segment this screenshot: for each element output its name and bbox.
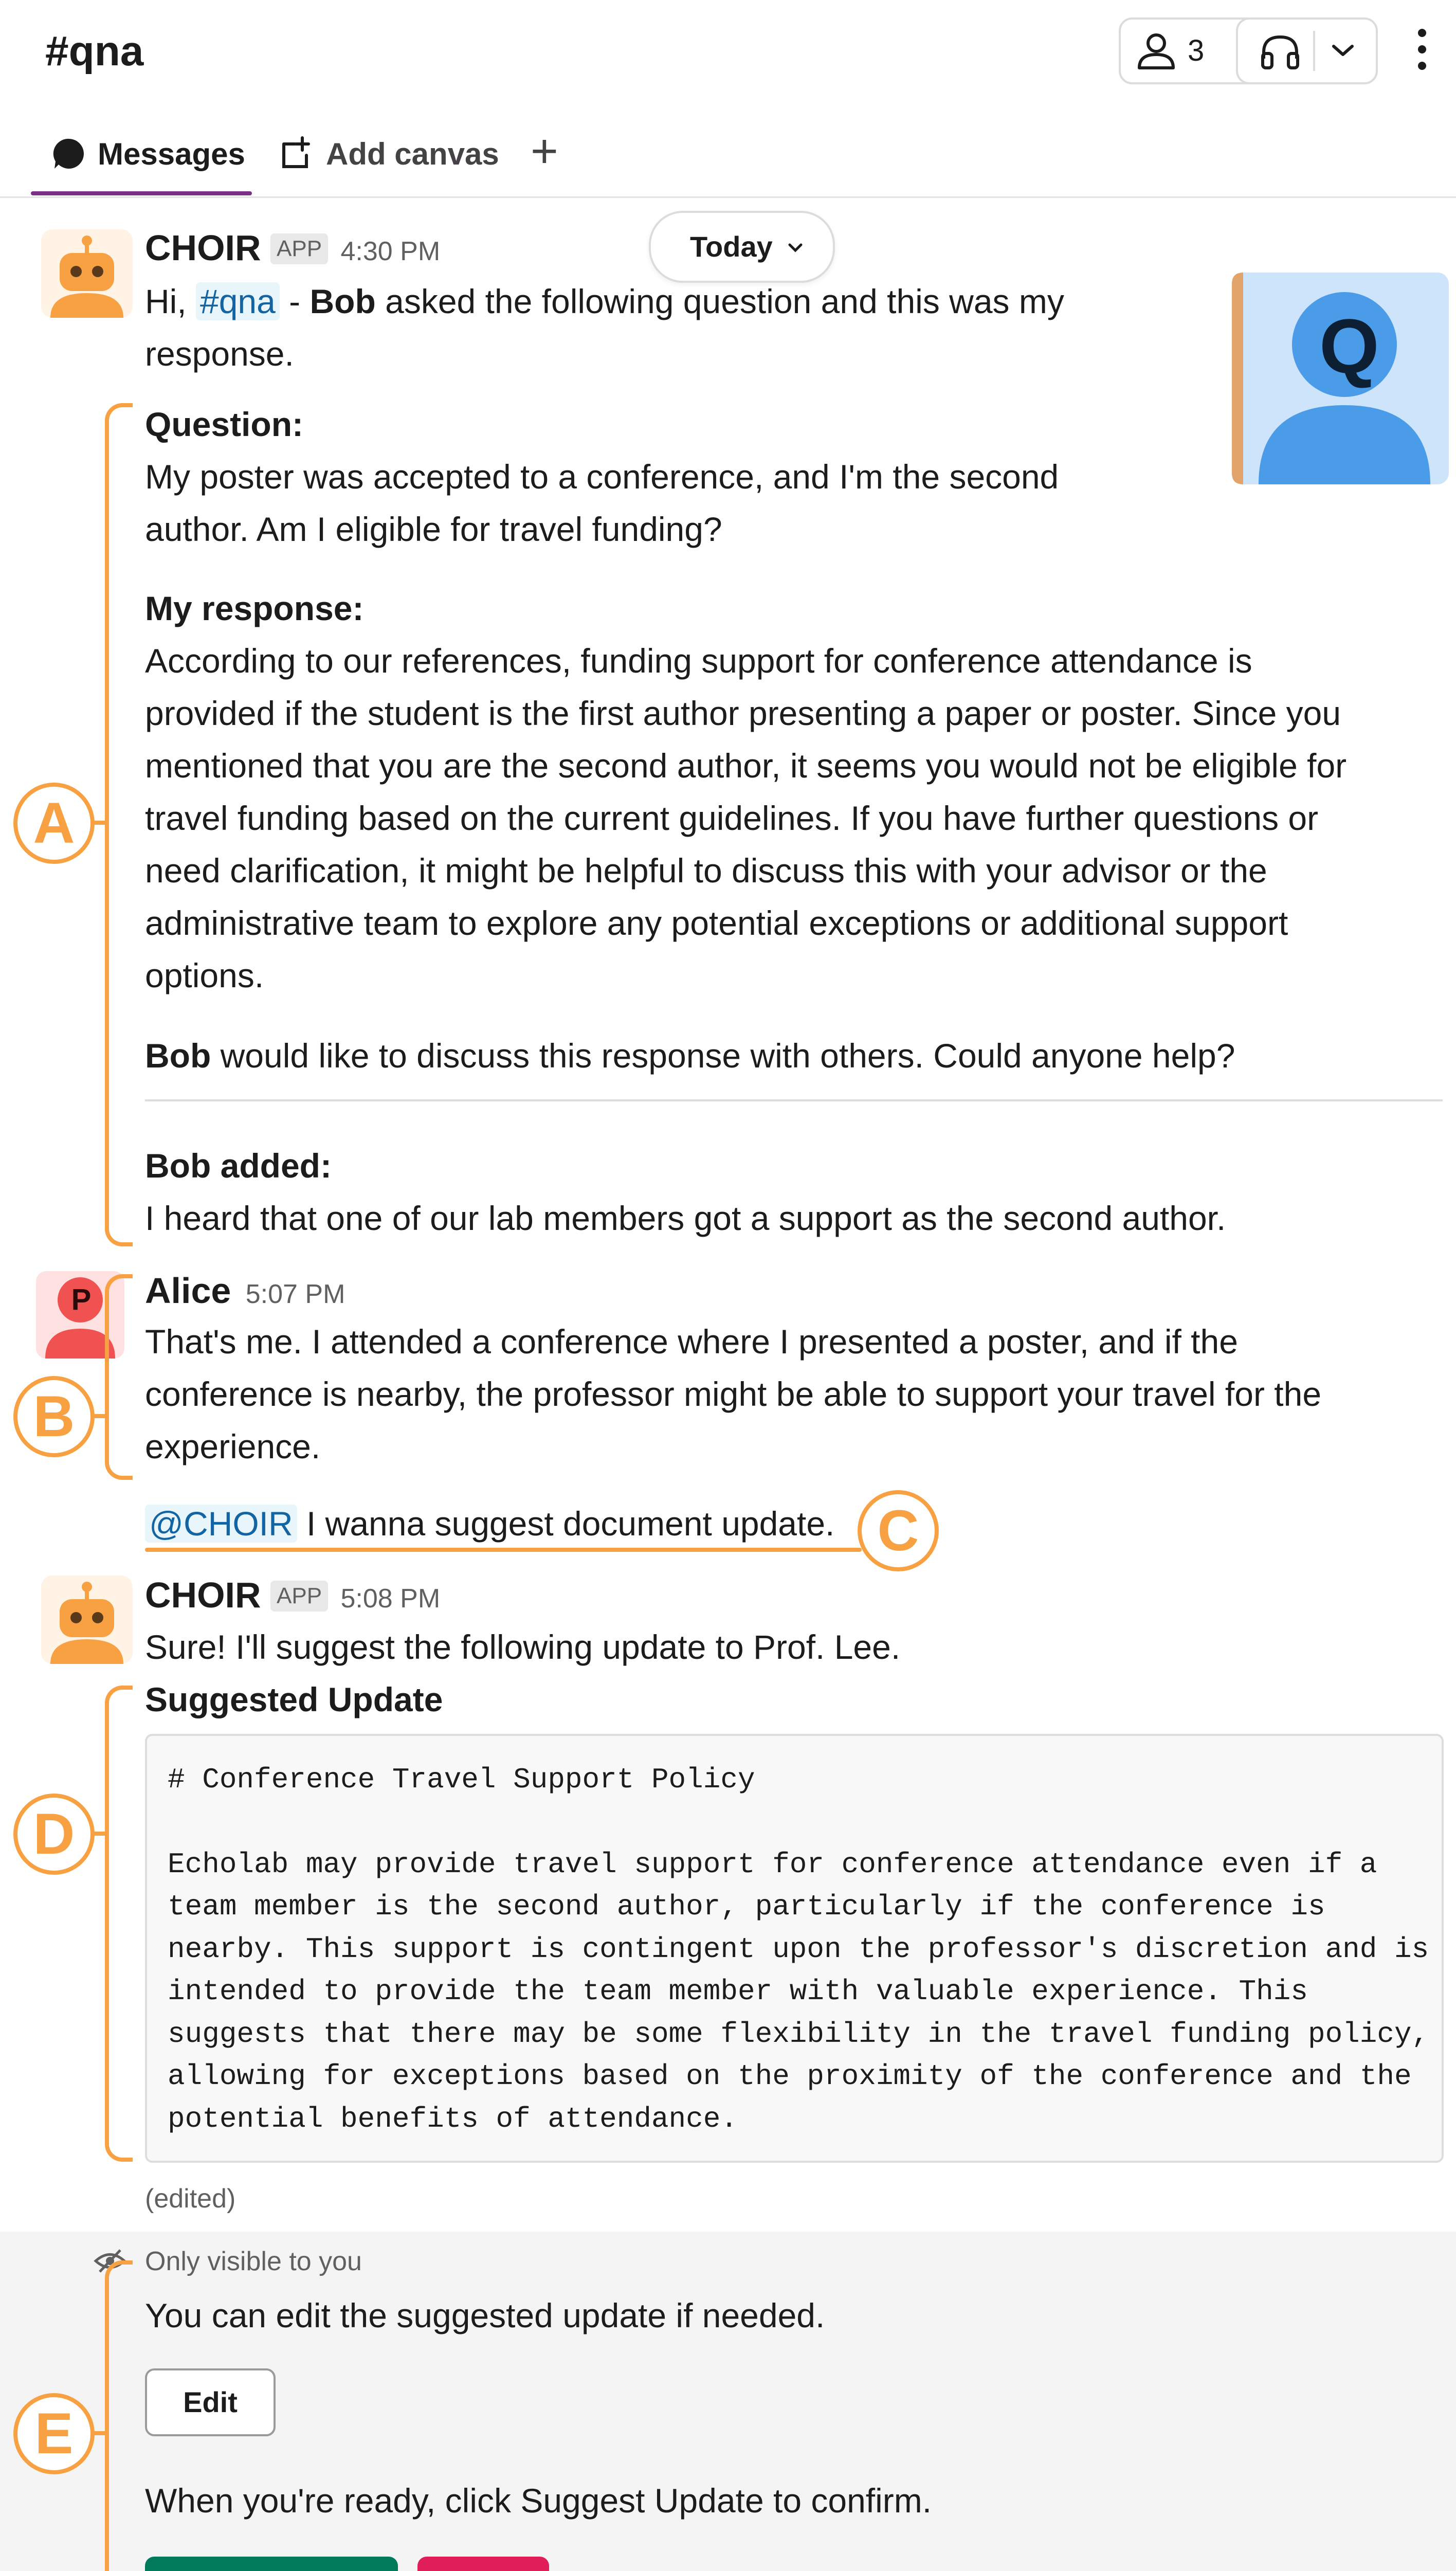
response-line: provided if the student is the first author presenting a paper or poster. Since you: [145, 694, 1341, 732]
message-bubble-icon: [52, 137, 86, 171]
suggest-update-label: [145, 2557, 398, 2571]
message-line: That's me. I attended a conference where I presented a poster, and if the: [145, 1323, 1238, 1361]
intro-rest: asked the following question and this was my: [375, 282, 1064, 320]
tab-add-canvas[interactable]: [278, 119, 499, 191]
response-line: need clarification, it might be helpful to discuss this with your advisor or the: [145, 852, 1267, 890]
channel-name: qna: [68, 28, 144, 75]
response-line: administrative team to explore any potential exceptions or additional support: [145, 904, 1288, 942]
annotation-bracket-d: [105, 1686, 133, 2162]
response-line: travel funding based on the current guidelines. If you have further questions or: [145, 799, 1319, 837]
message-header: [145, 1569, 440, 1621]
edit-button-label: Edit: [183, 2386, 238, 2418]
channel-mention[interactable]: #qna: [196, 282, 280, 320]
confirm-prompt: When you're ready, click Suggest Update to confirm.: [145, 2482, 932, 2520]
annotation-label-c: C: [858, 1490, 939, 1571]
asker-name: Bob: [310, 282, 376, 320]
tab-messages[interactable]: [31, 119, 252, 195]
annotation-bracket-a: [105, 403, 133, 1246]
avatar-letter: P: [71, 1283, 92, 1316]
response-heading: My response:: [145, 589, 364, 627]
intro-line-2: response.: [145, 335, 294, 373]
timestamp[interactable]: 5:08 PM: [340, 1584, 441, 1614]
more-options-icon[interactable]: [1416, 27, 1428, 72]
question-line: My poster was accepted to a conference, and I'm the second: [145, 458, 1059, 496]
headphones-icon: [1260, 33, 1301, 70]
tab-label: Messages: [98, 137, 245, 171]
huddle-button[interactable]: [1236, 17, 1378, 84]
annotation-bracket-e: [105, 2260, 133, 2571]
active-tab-underline: [31, 191, 252, 195]
code-line: potential benefits of attendance.: [168, 2103, 738, 2135]
sender-name[interactable]: CHOIR: [145, 228, 261, 268]
code-line: Echolab may provide travel support for conference attendance even if a: [168, 1848, 1377, 1881]
followup-line: [145, 1497, 834, 1550]
intro-line-1: [145, 275, 1064, 328]
message-header: [145, 222, 440, 274]
annotation-label-e: E: [13, 2393, 95, 2474]
added-heading: Bob added:: [145, 1147, 332, 1185]
app-badge: APP: [270, 233, 328, 264]
annotation-label-b: B: [13, 1376, 95, 1457]
channel-hash: #: [45, 28, 69, 75]
discuss-line: [145, 1029, 1235, 1082]
response-line: According to our references, funding support for conference attendance is: [145, 642, 1252, 680]
person-icon: [1136, 33, 1176, 70]
response-line: mentioned that you are the second author, it seems you would not be eligible for: [145, 747, 1347, 785]
added-text: I heard that one of our lab members got a support as the second author.: [145, 1199, 1226, 1237]
code-line: team member is the second author, particularly if the conference is: [168, 1890, 1325, 1923]
code-line: nearby. This support is contingent upon the professor's discretion and is: [168, 1933, 1429, 1966]
choir-bot-avatar: [41, 229, 133, 318]
code-line: intended to provide the team member with valuable experience. This: [168, 1975, 1308, 2008]
timestamp[interactable]: 5:07 PM: [245, 1279, 345, 1309]
followup-text: I wanna suggest document update.: [297, 1505, 835, 1543]
cancel-button[interactable]: [417, 2557, 549, 2571]
date-label: Today: [690, 230, 773, 263]
huddle-divider: [1313, 31, 1315, 71]
response-line: options.: [145, 956, 264, 994]
tab-label: Add canvas: [326, 137, 499, 171]
thumbnail-letter: Q: [1319, 303, 1379, 389]
suggested-update-heading: Suggested Update: [145, 1680, 443, 1718]
sender-name[interactable]: Alice: [145, 1271, 231, 1311]
member-count: 3: [1188, 34, 1205, 67]
message-header: [145, 1265, 345, 1316]
annotation-label-d: D: [13, 1794, 95, 1875]
edit-prompt: You can edit the suggested update if needed.: [145, 2296, 825, 2334]
edited-label: (edited): [145, 2184, 236, 2214]
sender-name[interactable]: CHOIR: [145, 1575, 261, 1615]
code-line: allowing for exceptions based on the proximity of the conference and the: [168, 2060, 1412, 2093]
choir-bot-avatar: [41, 1576, 133, 1664]
date-divider-pill[interactable]: [649, 211, 835, 283]
annotation-bracket-b: [105, 1274, 133, 1480]
user-mention[interactable]: @CHOIR: [145, 1505, 297, 1543]
message-line: experience.: [145, 1427, 321, 1465]
annotation-label-a: A: [13, 783, 95, 864]
section-divider: [145, 1099, 1443, 1101]
intro-hi: Hi,: [145, 282, 196, 320]
discuss-rest: would like to discuss this response with others. Could anyone help?: [211, 1037, 1235, 1075]
discuss-name: Bob: [145, 1037, 211, 1075]
edit-button[interactable]: [145, 2368, 276, 2436]
suggest-update-button[interactable]: [145, 2557, 398, 2571]
chevron-down-icon: [788, 243, 803, 253]
add-tab-button[interactable]: +: [531, 125, 558, 177]
message-line: conference is nearby, the professor might be able to support your travel for the: [145, 1375, 1322, 1413]
timestamp[interactable]: 4:30 PM: [340, 237, 441, 266]
header-divider: [0, 196, 1456, 198]
app-badge: APP: [270, 1581, 328, 1612]
visibility-note: Only visible to you: [145, 2247, 362, 2276]
chevron-down-icon[interactable]: [1331, 42, 1355, 59]
channel-title[interactable]: [45, 21, 143, 82]
question-heading: Question:: [145, 405, 303, 443]
code-line: # Conference Travel Support Policy: [168, 1763, 755, 1796]
code-line: suggests that there may be some flexibility in the travel funding policy,: [168, 2018, 1429, 2051]
intro-dash: -: [279, 282, 310, 320]
annotation-underline-c: [145, 1548, 862, 1552]
code-block: [145, 1734, 1444, 2163]
question-line: author. Am I eligible for travel funding?: [145, 510, 722, 548]
cancel-button-label: [417, 2557, 549, 2571]
canvas-icon: [280, 136, 315, 171]
message-line: Sure! I'll suggest the following update to Prof. Lee.: [145, 1628, 901, 1666]
